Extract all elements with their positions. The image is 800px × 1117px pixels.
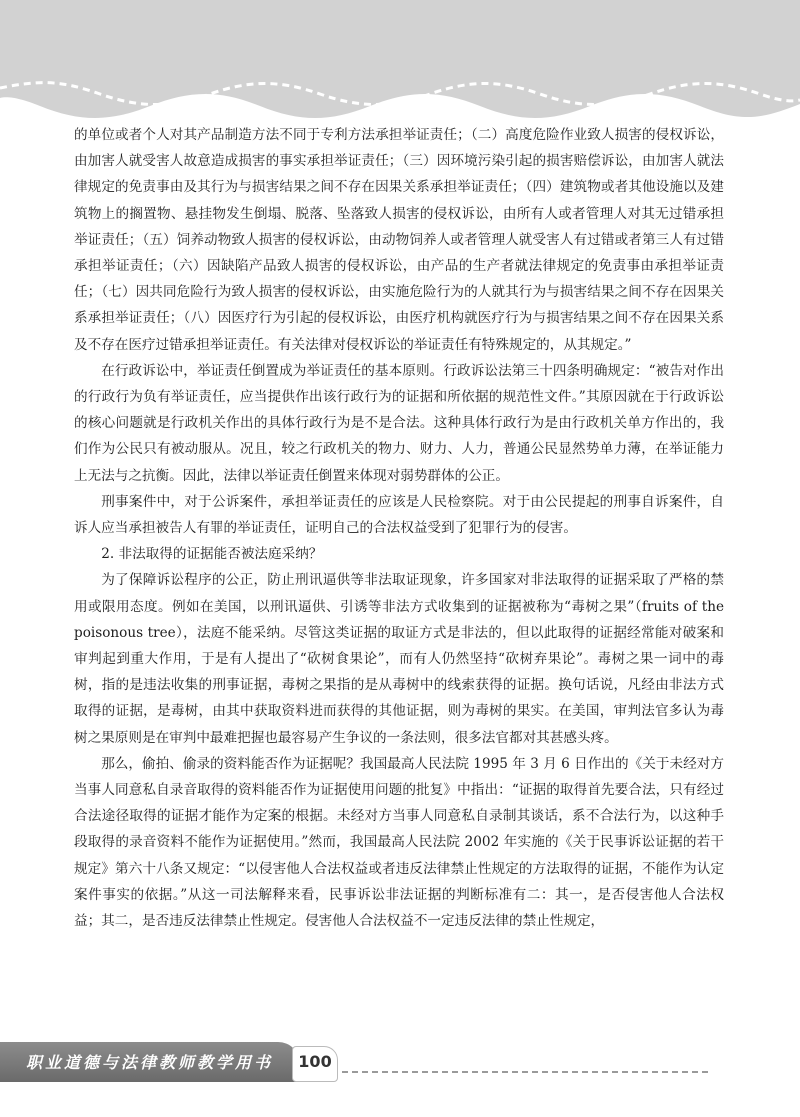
page-number: 100 (298, 1052, 332, 1071)
paragraph-5: 那么，偷拍、偷录的资料能否作为证据呢？我国最高人民法院 1995 年 3 月 6 日作出的《关于未经对方当事人同意私自录音取得的资料能否作为证据使用问题的批复》中指出：“证据的取得首先要合法，只有经过合法途径取得的证据才能作为定案的根据。未经对方当事人同意私自录制其谈话，系不合法行为，以这种手段取得的录音资料不能作为证据使用。”然而，我国最高人民法院 2002 年实施的《关于民事诉讼证据的若干规定》第六十八条又规定：“以侵害他人合法权益或者违反法律禁止性规定的方法取得的证据，不能作为认定案件事实的依据。”从这一司法解释来看，民事诉讼非法证据的判断标准有二：其一，是否侵害他人合法权益；其二，是否违反法律禁止性规定。侵害他人合法权益不一定违反法律的禁止性规定， (74, 755, 724, 930)
paragraph-3: 刑事案件中，对于公诉案件，承担举证责任的应该是人民检察院。对于由公民提起的刑事自诉案件，自诉人应当承担被告人有罪的举证责任，证明自己的合法权益受到了犯罪行为的侵害。 (74, 493, 724, 537)
paragraph-2: 在行政诉讼中，举证责任倒置成为举证责任的基本原则。行政诉讼法第三十四条明确规定：“被告对作出的行政行为负有举证责任，应当提供作出该行政行为的证据和所依据的规范性文件。”其原因就在于行政诉讼的核心问题就是行政机关作出的具体行政行为是不是合法。这种具体行政行为是由行政机关单方作出的，我们作为公民只有被动服从。况且，较之行政机关的物力、财力、人力，普通公民显然势单力薄，在举证能力上无法与之抗衡。因此，法律以举证责任倒置来体现对弱势群体的公正。 (74, 362, 724, 484)
paragraph-1: 的单位或者个人对其产品制造方法不同于专利方法承担举证责任；（二）高度危险作业致人损害的侵权诉讼，由加害人就受害人故意造成损害的事实承担举证责任；（三）因环境污染引起的损害赔偿诉讼，由加害人就法律规定的免责事由及其行为与损害结果之间不存在因果关系承担举证责任；（四）建筑物或者其他设施以及建筑物上的搁置物、悬挂物发生倒塌、脱落、坠落致人损害的侵权诉讼，由所有人或者管理人对其无过错承担举证责任；（五）饲养动物致人损害的侵权诉讼，由动物饲养人或者管理人就受害人有过错或者第三人有过错承担举证责任；（六）因缺陷产品致人损害的侵权诉讼，由产品的生产者就法律规定的免责事由承担举证责任；（七）因共同危险行为致人损害的侵权诉讼，由实施危险行为的人就其行为与损害结果之间不存在因果关系承担举证责任；（八）因医疗行为引起的侵权诉讼，由医疗机构就医疗行为与损害结果之间不存在因果关系及不存在医疗过错承担举证责任。有关法律对侵权诉讼的举证责任有特殊规定的，从其规定。” (74, 127, 724, 353)
body-text (74, 122, 724, 934)
section-heading: 2. 非法取得的证据能否被法庭采纳？ (101, 546, 323, 563)
page-footer (0, 1030, 800, 1090)
footer-dashed-line (342, 1071, 708, 1073)
book-title: 职业道德与法律教师教学用书 (26, 1053, 274, 1072)
paragraph-4: 为了保障诉讼程序的公正，防止刑讯逼供等非法取证现象，许多国家对非法取得的证据采取了严格的禁用或限用态度。例如在美国，以刑讯逼供、引诱等非法方式收集到的证据被称为“毒树之果”（fruits of the poisonous tree），法庭不能采纳。尽管这类证据的取证方式是非法的，但以此取得的证据经常能对破案和审判起到重大作用，于是有人提出了“砍树食果论”，而有人仍然坚持“砍树弃果论”。毒树之果一词中的毒树，指的是违法收集的刑事证据，毒树之果指的是从毒树中的线索获得的证据。换句话说，凡经由非法方式取得的证据，是毒树，由其中获取资料进而获得的其他证据，则为毒树的果实。在美国，审判法官多认为毒树之果原则是在审判中最难把握也最容易产生争议的一条法则，很多法官都对其甚感头疼。 (74, 572, 724, 746)
